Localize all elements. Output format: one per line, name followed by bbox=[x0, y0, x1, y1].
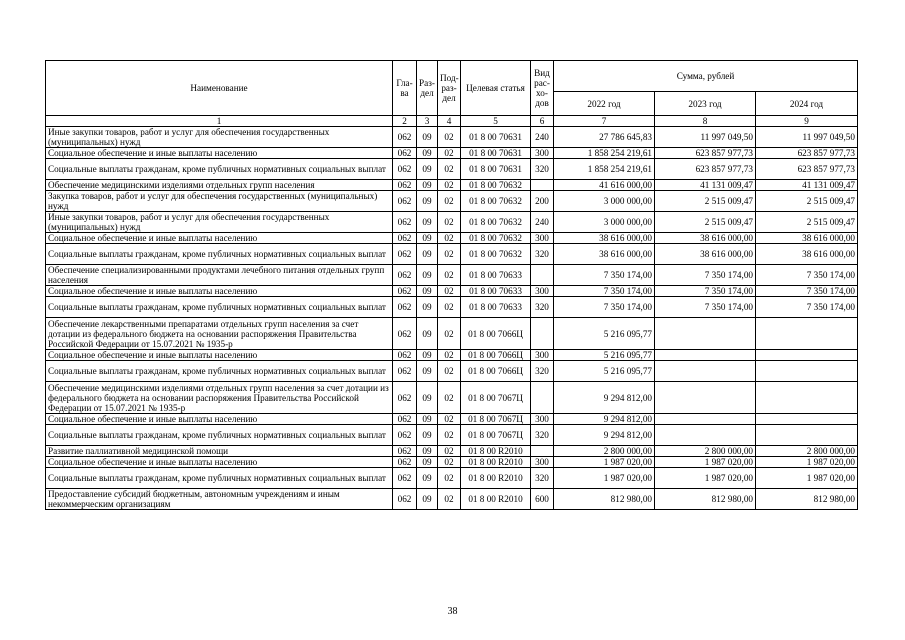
row-vid bbox=[531, 382, 554, 414]
row-vid bbox=[531, 180, 554, 191]
row-amount-2024: 2 515 009,47 bbox=[756, 191, 858, 212]
row-razdel: 09 bbox=[417, 457, 438, 468]
row-razdel: 09 bbox=[417, 212, 438, 233]
row-amount-2023 bbox=[655, 425, 756, 446]
row-target: 01 8 00 70633 bbox=[461, 297, 531, 318]
row-podrazdel: 02 bbox=[438, 468, 461, 489]
row-vid: 240 bbox=[531, 127, 554, 148]
table-row bbox=[46, 382, 858, 414]
row-amount-2024 bbox=[756, 361, 858, 382]
row-razdel: 09 bbox=[417, 180, 438, 191]
row-name: Иные закупки товаров, работ и услуг для обеспечения государственных (муниципальных) нужд bbox=[46, 212, 393, 233]
row-target: 01 8 00 7067Ц bbox=[461, 425, 531, 446]
column-number: 9 bbox=[756, 116, 858, 127]
row-podrazdel: 02 bbox=[438, 191, 461, 212]
row-amount-2023: 1 987 020,00 bbox=[655, 468, 756, 489]
row-amount-2022: 41 616 000,00 bbox=[554, 180, 655, 191]
table-row bbox=[46, 446, 858, 457]
row-amount-2022: 3 000 000,00 bbox=[554, 191, 655, 212]
row-amount-2024: 1 987 020,00 bbox=[756, 468, 858, 489]
row-amount-2022: 27 786 645,83 bbox=[554, 127, 655, 148]
table-row bbox=[46, 212, 858, 233]
row-vid: 320 bbox=[531, 297, 554, 318]
row-razdel: 09 bbox=[417, 286, 438, 297]
row-target: 01 8 00 7067Ц bbox=[461, 414, 531, 425]
row-razdel: 09 bbox=[417, 361, 438, 382]
row-vid: 300 bbox=[531, 148, 554, 159]
row-razdel: 09 bbox=[417, 382, 438, 414]
row-glava: 062 bbox=[393, 159, 417, 180]
row-vid: 300 bbox=[531, 457, 554, 468]
row-amount-2022: 7 350 174,00 bbox=[554, 265, 655, 286]
row-amount-2022: 5 216 095,77 bbox=[554, 361, 655, 382]
row-amount-2022: 38 616 000,00 bbox=[554, 244, 655, 265]
table-row bbox=[46, 350, 858, 361]
row-name: Социальное обеспечение и иные выплаты населению bbox=[46, 457, 393, 468]
row-glava: 062 bbox=[393, 265, 417, 286]
row-vid: 320 bbox=[531, 361, 554, 382]
table-row bbox=[46, 468, 858, 489]
row-target: 01 8 00 70631 bbox=[461, 159, 531, 180]
row-amount-2023: 812 980,00 bbox=[655, 489, 756, 510]
row-amount-2024 bbox=[756, 350, 858, 361]
row-name: Обеспечение лекарственными препаратами отдельных групп населения за счет дотации из федерального бюджета на основании распоряжения Правительства Российской Федерации от 15.07.2021 № 1935-р bbox=[46, 318, 393, 350]
column-number: 1 bbox=[46, 116, 393, 127]
row-amount-2023: 38 616 000,00 bbox=[655, 233, 756, 244]
row-amount-2024: 812 980,00 bbox=[756, 489, 858, 510]
row-amount-2022: 9 294 812,00 bbox=[554, 425, 655, 446]
row-amount-2022: 1 858 254 219,61 bbox=[554, 159, 655, 180]
row-podrazdel: 02 bbox=[438, 361, 461, 382]
row-razdel: 09 bbox=[417, 265, 438, 286]
row-amount-2022: 38 616 000,00 bbox=[554, 233, 655, 244]
row-razdel: 09 bbox=[417, 297, 438, 318]
table-row bbox=[46, 318, 858, 350]
row-name: Социальные выплаты гражданам, кроме публичных нормативных социальных выплат bbox=[46, 468, 393, 489]
table-row bbox=[46, 414, 858, 425]
row-vid: 320 bbox=[531, 159, 554, 180]
table-row bbox=[46, 127, 858, 148]
row-podrazdel: 02 bbox=[438, 489, 461, 510]
table-row bbox=[46, 265, 858, 286]
row-target: 01 8 00 7066Ц bbox=[461, 350, 531, 361]
budget-document bbox=[45, 60, 857, 510]
row-glava: 062 bbox=[393, 350, 417, 361]
row-vid: 320 bbox=[531, 244, 554, 265]
row-glava: 062 bbox=[393, 148, 417, 159]
row-vid: 240 bbox=[531, 212, 554, 233]
row-target: 01 8 00 70631 bbox=[461, 127, 531, 148]
table-header bbox=[46, 61, 858, 127]
row-amount-2023 bbox=[655, 382, 756, 414]
row-amount-2024: 2 800 000,00 bbox=[756, 446, 858, 457]
column-number: 8 bbox=[655, 116, 756, 127]
row-target: 01 8 00 70632 bbox=[461, 212, 531, 233]
row-name: Социальные выплаты гражданам, кроме публичных нормативных социальных выплат bbox=[46, 361, 393, 382]
column-number: 4 bbox=[438, 116, 461, 127]
header-name: Наименование bbox=[46, 61, 393, 116]
row-razdel: 09 bbox=[417, 468, 438, 489]
row-amount-2022: 5 216 095,77 bbox=[554, 318, 655, 350]
table-row bbox=[46, 191, 858, 212]
row-podrazdel: 02 bbox=[438, 457, 461, 468]
row-podrazdel: 02 bbox=[438, 286, 461, 297]
row-target: 01 8 00 70633 bbox=[461, 265, 531, 286]
row-amount-2024 bbox=[756, 414, 858, 425]
row-target: 01 8 00 70632 bbox=[461, 244, 531, 265]
row-name: Предоставление субсидий бюджетным, автономным учреждениям и иным некоммерческим организациям bbox=[46, 489, 393, 510]
row-name: Социальное обеспечение и иные выплаты населению bbox=[46, 233, 393, 244]
column-number: 3 bbox=[417, 116, 438, 127]
row-amount-2023: 623 857 977,73 bbox=[655, 159, 756, 180]
row-vid: 320 bbox=[531, 425, 554, 446]
row-razdel: 09 bbox=[417, 233, 438, 244]
row-razdel: 09 bbox=[417, 414, 438, 425]
row-amount-2022: 7 350 174,00 bbox=[554, 286, 655, 297]
row-target: 01 8 00 R2010 bbox=[461, 457, 531, 468]
row-podrazdel: 02 bbox=[438, 446, 461, 457]
row-name: Обеспечение медицинскими изделиями отдельных групп населения bbox=[46, 180, 393, 191]
row-amount-2023: 41 131 009,47 bbox=[655, 180, 756, 191]
row-amount-2024: 7 350 174,00 bbox=[756, 265, 858, 286]
table-row bbox=[46, 244, 858, 265]
row-target: 01 8 00 7066Ц bbox=[461, 361, 531, 382]
table-row bbox=[46, 180, 858, 191]
row-amount-2022: 9 294 812,00 bbox=[554, 414, 655, 425]
row-name: Иные закупки товаров, работ и услуг для обеспечения государственных (муниципальных) нужд bbox=[46, 127, 393, 148]
row-amount-2024: 623 857 977,73 bbox=[756, 159, 858, 180]
column-number: 6 bbox=[531, 116, 554, 127]
row-glava: 062 bbox=[393, 318, 417, 350]
row-podrazdel: 02 bbox=[438, 318, 461, 350]
row-razdel: 09 bbox=[417, 159, 438, 180]
row-amount-2024 bbox=[756, 425, 858, 446]
row-amount-2023 bbox=[655, 361, 756, 382]
table-row bbox=[46, 233, 858, 244]
table-row bbox=[46, 457, 858, 468]
row-amount-2024 bbox=[756, 318, 858, 350]
table-row bbox=[46, 361, 858, 382]
row-target: 01 8 00 70632 bbox=[461, 180, 531, 191]
row-vid: 300 bbox=[531, 350, 554, 361]
row-amount-2024: 41 131 009,47 bbox=[756, 180, 858, 191]
row-podrazdel: 02 bbox=[438, 265, 461, 286]
table-body bbox=[46, 127, 858, 510]
row-vid: 320 bbox=[531, 468, 554, 489]
row-amount-2022: 812 980,00 bbox=[554, 489, 655, 510]
row-razdel: 09 bbox=[417, 148, 438, 159]
row-amount-2022: 9 294 812,00 bbox=[554, 382, 655, 414]
row-amount-2024: 11 997 049,50 bbox=[756, 127, 858, 148]
table-row bbox=[46, 159, 858, 180]
row-glava: 062 bbox=[393, 233, 417, 244]
row-podrazdel: 02 bbox=[438, 297, 461, 318]
row-razdel: 09 bbox=[417, 425, 438, 446]
row-amount-2023: 7 350 174,00 bbox=[655, 265, 756, 286]
row-name: Социальное обеспечение и иные выплаты населению bbox=[46, 148, 393, 159]
row-vid: 200 bbox=[531, 191, 554, 212]
row-name: Социальные выплаты гражданам, кроме публичных нормативных социальных выплат bbox=[46, 297, 393, 318]
row-podrazdel: 02 bbox=[438, 425, 461, 446]
row-amount-2022: 5 216 095,77 bbox=[554, 350, 655, 361]
header-razdel: Раз-дел bbox=[417, 61, 438, 116]
row-razdel: 09 bbox=[417, 446, 438, 457]
header-vid: Вид рас-хо-дов bbox=[531, 61, 554, 116]
row-amount-2024: 2 515 009,47 bbox=[756, 212, 858, 233]
row-podrazdel: 02 bbox=[438, 414, 461, 425]
row-target: 01 8 00 70632 bbox=[461, 191, 531, 212]
row-amount-2023 bbox=[655, 414, 756, 425]
row-glava: 062 bbox=[393, 297, 417, 318]
row-amount-2023: 2 515 009,47 bbox=[655, 212, 756, 233]
row-amount-2022: 1 987 020,00 bbox=[554, 457, 655, 468]
row-podrazdel: 02 bbox=[438, 127, 461, 148]
row-vid bbox=[531, 318, 554, 350]
row-glava: 062 bbox=[393, 425, 417, 446]
table-row bbox=[46, 148, 858, 159]
row-amount-2023: 38 616 000,00 bbox=[655, 244, 756, 265]
row-vid bbox=[531, 446, 554, 457]
table-row bbox=[46, 425, 858, 446]
row-name: Обеспечение медицинскими изделиями отдельных групп населения за счет дотации из федерального бюджета на основании распоряжения Правительства Российской Федерации от 15.07.2021 № 1935-р bbox=[46, 382, 393, 414]
header-year-2023: 2023 год bbox=[655, 92, 756, 116]
row-glava: 062 bbox=[393, 468, 417, 489]
row-amount-2024: 1 987 020,00 bbox=[756, 457, 858, 468]
row-target: 01 8 00 R2010 bbox=[461, 446, 531, 457]
row-podrazdel: 02 bbox=[438, 159, 461, 180]
row-glava: 062 bbox=[393, 489, 417, 510]
row-glava: 062 bbox=[393, 414, 417, 425]
row-amount-2024: 38 616 000,00 bbox=[756, 244, 858, 265]
column-number: 5 bbox=[461, 116, 531, 127]
row-amount-2023 bbox=[655, 318, 756, 350]
row-podrazdel: 02 bbox=[438, 212, 461, 233]
row-glava: 062 bbox=[393, 180, 417, 191]
row-amount-2023: 7 350 174,00 bbox=[655, 286, 756, 297]
page-number: 38 bbox=[447, 606, 458, 617]
row-amount-2024: 38 616 000,00 bbox=[756, 233, 858, 244]
row-podrazdel: 02 bbox=[438, 382, 461, 414]
row-glava: 062 bbox=[393, 382, 417, 414]
header-year-2022: 2022 год bbox=[554, 92, 655, 116]
row-name: Социальные выплаты гражданам, кроме публичных нормативных социальных выплат bbox=[46, 159, 393, 180]
row-razdel: 09 bbox=[417, 127, 438, 148]
row-amount-2024 bbox=[756, 382, 858, 414]
row-amount-2022: 2 800 000,00 bbox=[554, 446, 655, 457]
header-glava: Гла-ва bbox=[393, 61, 417, 116]
row-glava: 062 bbox=[393, 127, 417, 148]
row-amount-2023: 2 800 000,00 bbox=[655, 446, 756, 457]
row-name: Развитие паллиативной медицинской помощи bbox=[46, 446, 393, 457]
row-name: Социальные выплаты гражданам, кроме публичных нормативных социальных выплат bbox=[46, 244, 393, 265]
table-row bbox=[46, 297, 858, 318]
row-amount-2022: 7 350 174,00 bbox=[554, 297, 655, 318]
row-target: 01 8 00 R2010 bbox=[461, 489, 531, 510]
row-amount-2024: 7 350 174,00 bbox=[756, 297, 858, 318]
row-razdel: 09 bbox=[417, 191, 438, 212]
row-podrazdel: 02 bbox=[438, 233, 461, 244]
row-glava: 062 bbox=[393, 212, 417, 233]
row-vid: 300 bbox=[531, 233, 554, 244]
row-razdel: 09 bbox=[417, 350, 438, 361]
row-podrazdel: 02 bbox=[438, 148, 461, 159]
row-amount-2024: 623 857 977,73 bbox=[756, 148, 858, 159]
row-amount-2023: 623 857 977,73 bbox=[655, 148, 756, 159]
row-name: Социальные выплаты гражданам, кроме публичных нормативных социальных выплат bbox=[46, 425, 393, 446]
row-name: Обеспечение специализированными продуктами лечебного питания отдельных групп населения bbox=[46, 265, 393, 286]
row-amount-2022: 1 987 020,00 bbox=[554, 468, 655, 489]
row-vid: 300 bbox=[531, 286, 554, 297]
row-glava: 062 bbox=[393, 286, 417, 297]
table-row bbox=[46, 286, 858, 297]
header-target: Целевая статья bbox=[461, 61, 531, 116]
row-target: 01 8 00 7066Ц bbox=[461, 318, 531, 350]
row-podrazdel: 02 bbox=[438, 180, 461, 191]
row-amount-2023 bbox=[655, 350, 756, 361]
header-podrazdel: Под-раз-дел bbox=[438, 61, 461, 116]
row-vid: 600 bbox=[531, 489, 554, 510]
row-vid: 300 bbox=[531, 414, 554, 425]
column-numbers-row bbox=[46, 116, 858, 127]
row-amount-2024: 7 350 174,00 bbox=[756, 286, 858, 297]
row-target: 01 8 00 7067Ц bbox=[461, 382, 531, 414]
row-amount-2023: 1 987 020,00 bbox=[655, 457, 756, 468]
row-razdel: 09 bbox=[417, 244, 438, 265]
header-year-2024: 2024 год bbox=[756, 92, 858, 116]
row-podrazdel: 02 bbox=[438, 244, 461, 265]
row-target: 01 8 00 70632 bbox=[461, 233, 531, 244]
row-glava: 062 bbox=[393, 244, 417, 265]
budget-table bbox=[45, 60, 858, 510]
table-row bbox=[46, 489, 858, 510]
row-vid bbox=[531, 265, 554, 286]
row-razdel: 09 bbox=[417, 318, 438, 350]
column-number: 7 bbox=[554, 116, 655, 127]
row-amount-2023: 7 350 174,00 bbox=[655, 297, 756, 318]
row-glava: 062 bbox=[393, 457, 417, 468]
row-amount-2023: 2 515 009,47 bbox=[655, 191, 756, 212]
row-target: 01 8 00 R2010 bbox=[461, 468, 531, 489]
row-amount-2022: 1 858 254 219,61 bbox=[554, 148, 655, 159]
row-name: Закупка товаров, работ и услуг для обеспечения государственных (муниципальных) нужд bbox=[46, 191, 393, 212]
row-name: Социальное обеспечение и иные выплаты населению bbox=[46, 286, 393, 297]
row-glava: 062 bbox=[393, 191, 417, 212]
row-name: Социальное обеспечение и иные выплаты населению bbox=[46, 350, 393, 361]
header-sum: Сумма, рублей bbox=[554, 61, 858, 92]
row-amount-2023: 11 997 049,50 bbox=[655, 127, 756, 148]
row-glava: 062 bbox=[393, 361, 417, 382]
column-number: 2 bbox=[393, 116, 417, 127]
row-amount-2022: 3 000 000,00 bbox=[554, 212, 655, 233]
row-podrazdel: 02 bbox=[438, 350, 461, 361]
row-target: 01 8 00 70633 bbox=[461, 286, 531, 297]
row-name: Социальное обеспечение и иные выплаты населению bbox=[46, 414, 393, 425]
row-glava: 062 bbox=[393, 446, 417, 457]
row-razdel: 09 bbox=[417, 489, 438, 510]
row-target: 01 8 00 70631 bbox=[461, 148, 531, 159]
